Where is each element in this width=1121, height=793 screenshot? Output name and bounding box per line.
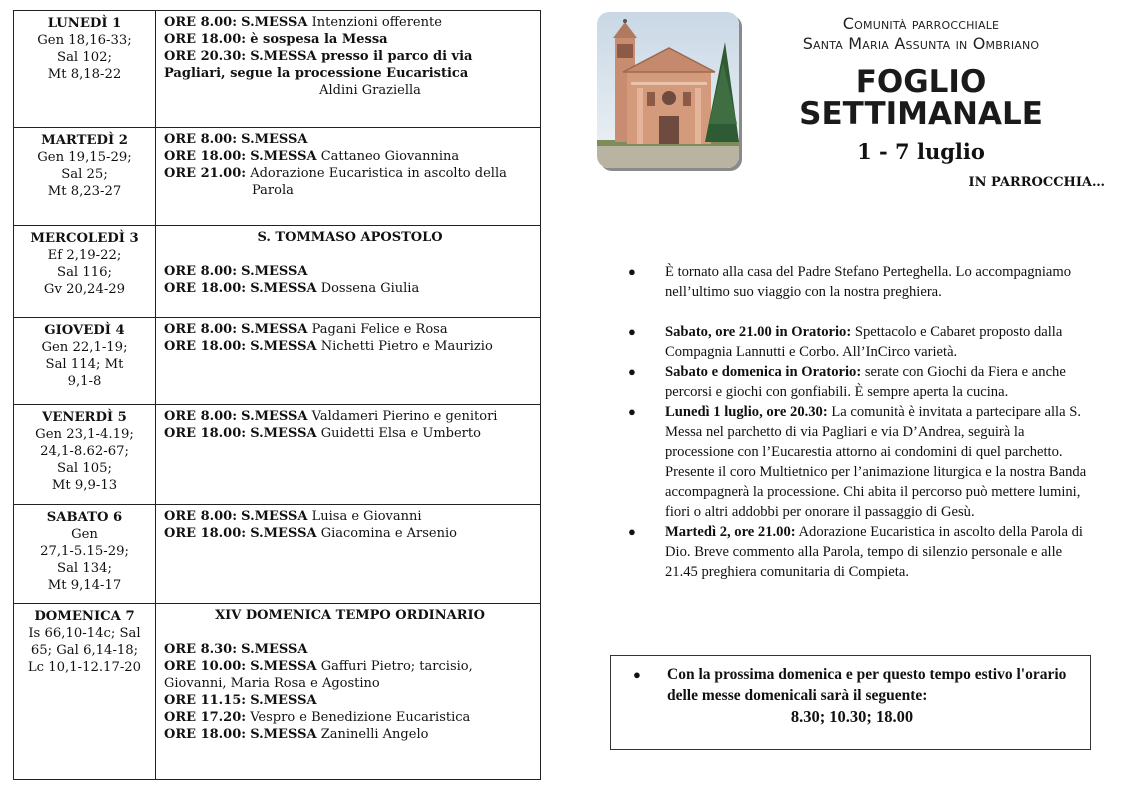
- weekly-schedule-table: [13, 10, 541, 780]
- event-time: ORE 21.00:: [164, 166, 247, 181]
- event-time: ORE 8.00:: [164, 132, 238, 147]
- event-intention: Aldini Graziella: [319, 83, 421, 98]
- event-intention: Gaffuri Pietro; tarcisio, Giovanni, Maria Rosa e Agostino: [164, 659, 473, 691]
- newsletter-title-line1: FOGLIO: [855, 64, 987, 100]
- day-cell: [14, 226, 156, 318]
- notice-box: [610, 655, 1091, 750]
- mass-event: [164, 508, 536, 525]
- news-item-text: serate con Giochi da Fiera e anche percorsi e giochi con gonfiabili. È sempre aperta la cucina.: [665, 364, 1066, 400]
- scripture-reading: Sal 25;: [61, 167, 108, 182]
- events-cell: [156, 505, 541, 604]
- schedule-row: [14, 405, 541, 505]
- scripture-reading: 65; Gal 6,14-18;: [30, 643, 139, 658]
- day-name: DOMENICA 7: [34, 609, 135, 624]
- event-time: ORE 18.00:: [164, 339, 247, 354]
- event-label: è sospesa la Messa: [250, 32, 388, 47]
- scripture-reading: Lc 10,1-12.17-20: [27, 660, 142, 675]
- day-name: MERCOLEDÌ 3: [30, 231, 139, 246]
- event-intention-continued: Parola: [252, 183, 294, 198]
- feast-title: S. TOMMASO APOSTOLO: [257, 230, 443, 245]
- parish-name-line2: Santa Maria Assunta in Ombriano: [802, 34, 1040, 53]
- bullet-icon: ●: [628, 364, 636, 379]
- day-name: MARTEDÌ 2: [41, 133, 128, 148]
- event-label: S.MESSA: [250, 149, 317, 164]
- event-time: ORE 20.30:: [164, 49, 247, 64]
- scripture-reading: Mt 8,18-22: [47, 67, 122, 82]
- scripture-reading: Sal 116;: [57, 265, 112, 280]
- scripture-reading: Gen: [71, 527, 98, 542]
- parish-name: [760, 14, 1082, 54]
- scripture-reading: Gen 23,1-4.19;: [35, 427, 134, 442]
- day-cell: [14, 405, 156, 505]
- event-time: ORE 18.00:: [164, 32, 247, 47]
- schedule-row: [14, 318, 541, 405]
- event-label: S.MESSA: [250, 526, 317, 541]
- news-item-text: La comunità è invitata a partecipare alla S. Messa nel parchetto di via Pagliari e via D’Andrea, seguirà la processione con l’Eucarestia attorno ai condomini di quel parchetto. Presente il coro Multietnico per l’animazione liturgica e la nostra Banda accompagnerà la processione. Chi abita il percorso può mettere lumini, fiori o altri addobbi per onorare il passaggio di Gesù.: [665, 404, 1087, 520]
- news-item-heading: Sabato, ore 21.00 in Oratorio:: [665, 324, 852, 340]
- mass-event: [164, 525, 536, 542]
- news-item-text: Spettacolo e Cabaret proposto dalla Compagnia Lannutti e Corbo. All’InCirco varietà.: [665, 324, 1063, 360]
- schedule-row: [14, 226, 541, 318]
- scripture-reading: Gen 22,1-19;: [41, 340, 128, 355]
- bullet-icon: ●: [633, 667, 641, 682]
- event-label: S.MESSA: [241, 264, 308, 279]
- church-image: [597, 12, 739, 168]
- events-cell: [156, 11, 541, 128]
- scripture-reading: Mt 9,14-17: [47, 578, 122, 593]
- event-intention: Cattaneo Giovannina: [320, 149, 460, 164]
- event-label: S.MESSA: [241, 15, 308, 30]
- event-label: S.MESSA: [250, 339, 317, 354]
- scripture-reading: Gen 18,16-33;: [37, 33, 132, 48]
- mass-event: [164, 321, 536, 338]
- mass-event: [164, 148, 536, 165]
- event-time: ORE 10.00:: [164, 659, 247, 674]
- event-time: ORE 18.00:: [164, 149, 247, 164]
- event-time: ORE 18.00:: [164, 727, 247, 742]
- day-name: VENERDÌ 5: [42, 410, 127, 425]
- bullet-icon: ●: [628, 524, 636, 539]
- mass-event: [164, 14, 536, 31]
- newsletter-title: [790, 66, 1052, 130]
- section-heading: IN PARROCCHIA…: [968, 175, 1105, 190]
- news-item: [628, 522, 1090, 582]
- day-name: GIOVEDÌ 4: [44, 323, 125, 338]
- event-time: ORE 18.00:: [164, 526, 247, 541]
- event-intention: Pagani Felice e Rosa: [311, 322, 448, 337]
- day-cell: [14, 128, 156, 226]
- news-item: [628, 402, 1090, 522]
- scripture-reading: Sal 105;: [57, 461, 112, 476]
- bullet-icon: ●: [628, 264, 636, 279]
- event-time: ORE 8.00:: [164, 15, 238, 30]
- church-illustration: [597, 12, 739, 168]
- scripture-reading: 24,1-8.62-67;: [40, 444, 129, 459]
- event-label: S.MESSA: [241, 509, 308, 524]
- mass-event: [164, 641, 536, 658]
- bullet-icon: ●: [628, 404, 636, 419]
- scripture-reading: 27,1-5.15-29;: [40, 544, 129, 559]
- event-time: ORE 11.15:: [164, 693, 247, 708]
- news-list: [628, 262, 1090, 582]
- events-cell: [156, 318, 541, 405]
- mass-event: [164, 31, 536, 48]
- event-label: S.MESSA: [241, 409, 308, 424]
- day-name: SABATO 6: [46, 510, 123, 525]
- event-time: ORE 8.00:: [164, 509, 238, 524]
- events-cell: [156, 405, 541, 505]
- event-intention: Guidetti Elsa e Umberto: [320, 426, 481, 441]
- news-item: [628, 322, 1090, 362]
- newsletter-title-line2: SETTIMANALE: [799, 96, 1043, 132]
- event-intention: Adorazione Eucaristica in ascolto della: [250, 166, 507, 181]
- mass-event: [164, 709, 536, 726]
- notice-times: 8.30; 10.30; 18.00: [790, 707, 914, 726]
- feast-title: XIV DOMENICA TEMPO ORDINARIO: [215, 608, 485, 623]
- event-intention: Nichetti Pietro e Maurizio: [320, 339, 493, 354]
- notice-text: Con la prossima domenica e per questo tempo estivo l'orario delle messe domenicali sarà il seguente:: [667, 666, 1067, 704]
- day-name: LUNEDÌ 1: [47, 16, 122, 31]
- scripture-reading: Mt 9,9-13: [51, 478, 118, 493]
- event-intention: Zaninelli Angelo: [320, 727, 429, 742]
- event-label: S.MESSA: [250, 281, 317, 296]
- mass-event: [164, 408, 536, 425]
- scripture-reading: Is 66,10-14c; Sal: [28, 626, 141, 641]
- event-label: S.MESSA: [250, 693, 317, 708]
- schedule-row: [14, 11, 541, 128]
- news-item-text: Adorazione Eucaristica in ascolto della Parola di Dio. Breve commento alla Parola, tempo di silenzio personale e alle 21.45 preghiera comunitaria di Compieta.: [665, 524, 1083, 580]
- schedule-row: [14, 128, 541, 226]
- scripture-reading: Sal 102;: [57, 50, 112, 65]
- event-time: ORE 8.00:: [164, 409, 238, 424]
- day-cell: [14, 604, 156, 780]
- mass-event: [164, 425, 536, 442]
- scripture-reading: Sal 134;: [57, 561, 112, 576]
- mass-event: [164, 692, 536, 709]
- date-range: 1 - 7 luglio: [857, 139, 985, 164]
- scripture-reading: Gv 20,24-29: [43, 282, 126, 297]
- scripture-reading: Gen 19,15-29;: [37, 150, 132, 165]
- event-label: S.MESSA presso il parco di via Pagliari, segue la processione Eucaristica: [164, 49, 473, 81]
- events-cell: [156, 128, 541, 226]
- event-label: S.MESSA: [250, 727, 317, 742]
- scripture-reading: Ef 2,19-22;: [47, 248, 122, 263]
- event-label: S.MESSA: [250, 426, 317, 441]
- day-cell: [14, 11, 156, 128]
- event-intention: Dossena Giulia: [320, 281, 420, 296]
- events-cell: [156, 604, 541, 780]
- event-time: ORE 8.00:: [164, 264, 238, 279]
- schedule-row: [14, 505, 541, 604]
- mass-event: [164, 131, 536, 148]
- event-label: S.MESSA: [250, 659, 317, 674]
- mass-event: [164, 263, 536, 280]
- mass-event: [164, 82, 536, 99]
- event-intention: Luisa e Giovanni: [311, 509, 422, 524]
- day-cell: [14, 318, 156, 405]
- mass-event: [164, 48, 536, 82]
- news-item-heading: Sabato e domenica in Oratorio:: [665, 364, 862, 380]
- mass-event: [164, 658, 536, 692]
- event-intention: Giacomina e Arsenio: [320, 526, 457, 541]
- scripture-reading: Mt 8,23-27: [47, 184, 122, 199]
- day-cell: [14, 505, 156, 604]
- schedule-row: [14, 604, 541, 780]
- event-label: S.MESSA: [241, 132, 308, 147]
- mass-event: [164, 280, 536, 297]
- mass-event: [164, 338, 536, 355]
- parish-name-line1: Comunità parrocchiale: [842, 14, 1000, 33]
- event-time: ORE 8.30:: [164, 642, 238, 657]
- event-time: ORE 17.20:: [164, 710, 247, 725]
- event-intention: Valdameri Pierino e genitori: [311, 409, 498, 424]
- news-item: [628, 262, 1090, 302]
- news-item: [628, 362, 1090, 402]
- event-intention: Vespro e Benedizione Eucaristica: [250, 710, 471, 725]
- event-time: ORE 18.00:: [164, 281, 247, 296]
- news-item-heading: Lunedì 1 luglio, ore 20.30:: [665, 404, 828, 420]
- news-item-text: È tornato alla casa del Padre Stefano Perteghella. Lo accompagniamo nell’ultimo suo viaggio con la nostra preghiera.: [665, 264, 1072, 300]
- event-label: S.MESSA: [241, 322, 308, 337]
- event-time: ORE 18.00:: [164, 426, 247, 441]
- event-intention: Intenzioni offerente: [311, 15, 442, 30]
- event-time: ORE 8.00:: [164, 322, 238, 337]
- scripture-reading: Sal 114; Mt: [45, 357, 124, 372]
- events-cell: [156, 226, 541, 318]
- mass-event: [164, 165, 536, 199]
- news-item-heading: Martedì 2, ore 21.00:: [665, 524, 796, 540]
- bullet-icon: ●: [628, 324, 636, 339]
- scripture-reading: 9,1-8: [67, 374, 102, 389]
- event-label: S.MESSA: [241, 642, 308, 657]
- mass-event: [164, 726, 536, 743]
